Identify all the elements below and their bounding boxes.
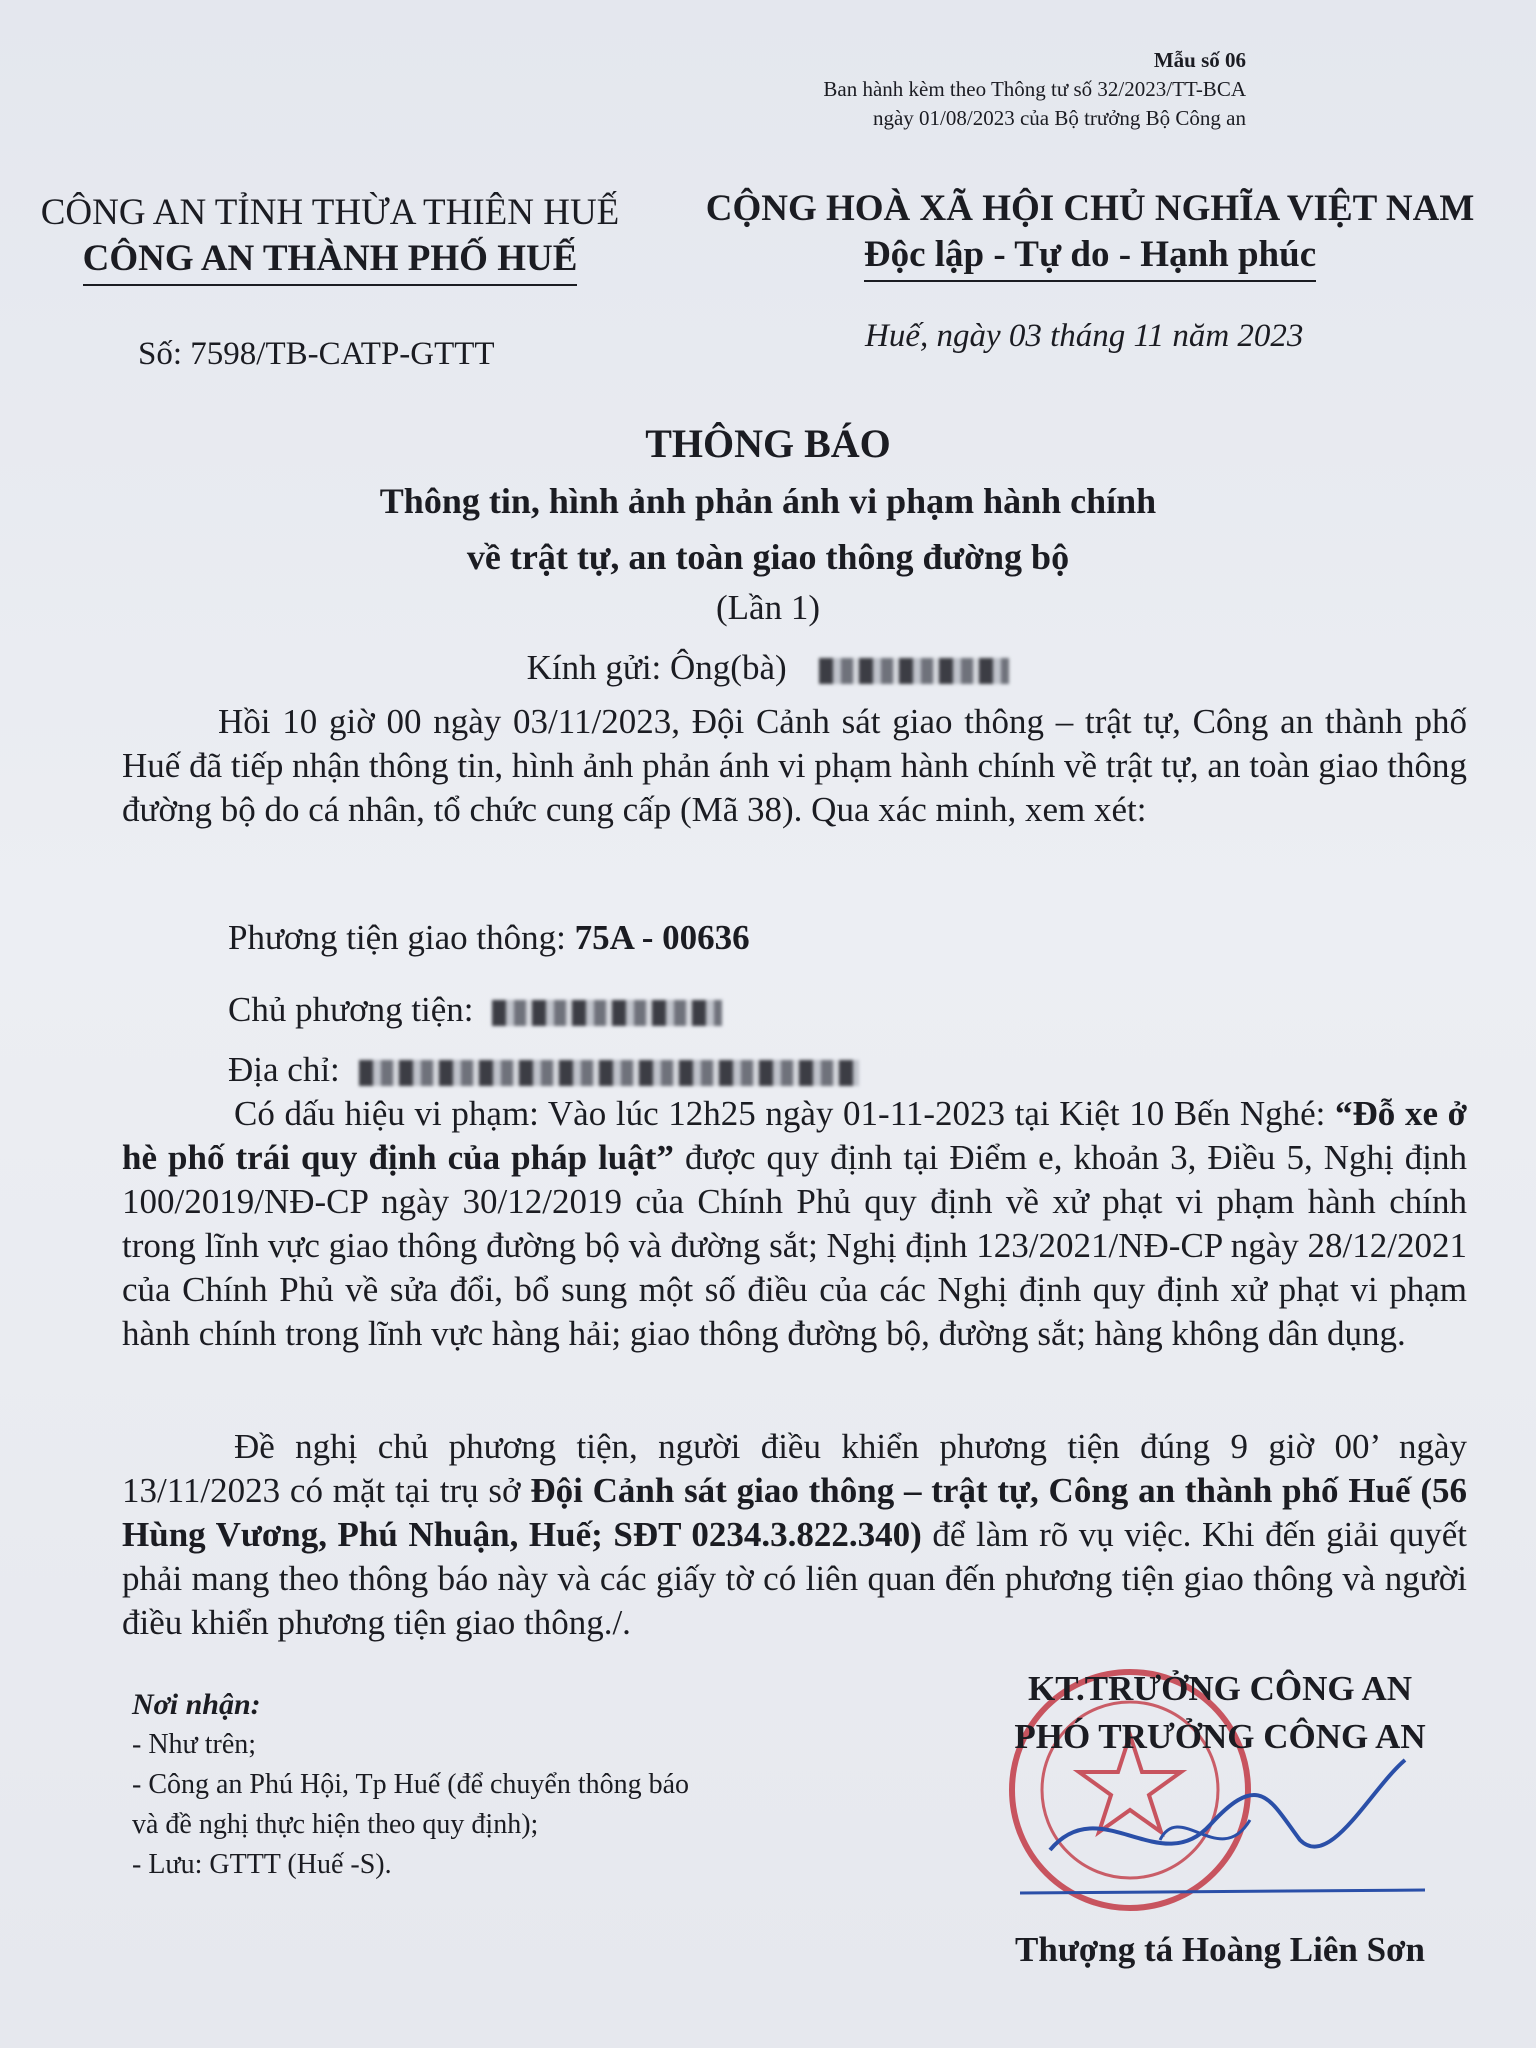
- attempt-number: (Lần 1): [716, 588, 820, 627]
- violation-description: “Đỗ xe ở hè phố trái quy định của pháp luật”: [122, 1094, 1467, 1177]
- issuing-organization: [20, 190, 640, 286]
- subtitle-line1: Thông tin, hình ảnh phản ánh vi phạm hành chính: [379, 481, 1157, 521]
- form-issued-with: Ban hành kèm theo Thông tư số 32/2023/TT-BCA: [823, 77, 1246, 101]
- handwritten-signature: [1010, 1730, 1430, 1910]
- address-label: Địa chỉ:: [228, 1050, 340, 1089]
- violation-legal-basis: được quy định tại Điểm e, khoản 3, Điều 5, Nghị định 100/2019/NĐ-CP ngày 30/12/2019 của Chính Phủ quy định về xử phạt vi phạm hành chính trong lĩnh vực giao thông đường bộ và đường sắt; Nghị định 123/2021/NĐ-CP ngày 28/12/2021 của Chính Phủ về sửa đổi, bổ sung một số điều của các Nghị định quy định xử phạt vi phạm hành chính trong lĩnh vực hàng hải; giao thông đường bộ, đường sắt; hàng không dân dụng.: [122, 1138, 1468, 1353]
- paragraph-request: Đề nghị chủ phương tiện, người điều khiển phương tiện đúng 9 giờ 00’ ngày 13/11/2023 có mặt tại trụ sở Đội Cảnh sát giao thông – trật tự, Công an thành phố Huế (56 Hùng Vương, Phú Nhuận, Huế; SĐT 0234.3.822.340) để làm rõ vụ việc. Khi đến giải quyết phải mang theo thông báo này và các giấy tờ có liên quan đến phương tiện giao thông và người điều khiển phương tiện giao thông./.: [122, 1427, 1467, 1642]
- form-reference: [823, 46, 1246, 133]
- vehicle-field: [228, 918, 750, 958]
- place-date: Huế, ngày 03 tháng 11 năm 2023: [865, 318, 1304, 354]
- redacted-owner: [492, 1000, 722, 1026]
- signature-line2: PHÓ TRƯỞNG CÔNG AN: [1014, 1717, 1426, 1756]
- nation-motto: Độc lập - Tự do - Hạnh phúc: [864, 232, 1316, 282]
- recipients-heading: Nơi nhận:: [132, 1688, 261, 1721]
- redacted-address: [359, 1060, 859, 1086]
- recipient-item: - Lưu: GTTT (Huế -S).: [132, 1849, 392, 1880]
- document-subtitle: [0, 473, 1536, 585]
- recipient-item: - Như trên;: [132, 1729, 257, 1760]
- form-issued-date: ngày 01/08/2023 của Bộ trưởng Bộ Công an: [872, 106, 1246, 130]
- paragraph-intro: Hồi 10 giờ 00 ngày 03/11/2023, Đội Cảnh sát giao thông – trật tự, Công an thành phố Huế đã tiếp nhận thông tin, hình ảnh phản ánh vi phạm hành chính về trật tự, an toàn giao thông đường bộ do cá nhân, tổ chức cung cấp (Mã 38). Qua xác minh, xem xét:: [122, 702, 1467, 829]
- document-number: Số: 7598/TB-CATP-GTTT: [138, 336, 495, 372]
- recipient-item: - Công an Phú Hội, Tp Huế (để chuyển thông báo: [132, 1769, 690, 1800]
- address-field: [228, 1050, 859, 1090]
- nation-line1: CỘNG HOÀ XÃ HỘI CHỦ NGHĨA VIỆT NAM: [705, 188, 1475, 229]
- vehicle-plate: 75A - 00636: [574, 918, 750, 957]
- owner-label: Chủ phương tiện:: [228, 990, 474, 1029]
- document-title: THÔNG BÁO: [645, 421, 891, 466]
- vehicle-label: Phương tiện giao thông:: [228, 918, 566, 957]
- owner-field: [228, 990, 722, 1030]
- form-number: Mẫu số 06: [1153, 48, 1246, 72]
- org-line2: CÔNG AN THÀNH PHỐ HUẾ: [83, 236, 578, 286]
- redacted-recipient-name: [819, 658, 1009, 684]
- office-address: Đội Cảnh sát giao thông – trật tự, Công an thành phố Huế (56 Hùng Vương, Phú Nhuận, Huế; SĐT 0234.3.822.340): [122, 1471, 1467, 1554]
- org-line1: CÔNG AN TỈNH THỪA THIÊN HUẾ: [40, 192, 620, 233]
- recipient-item-cont: và đề nghị thực hiện theo quy định);: [132, 1809, 539, 1840]
- signature-line1: KT.TRƯỞNG CÔNG AN: [1027, 1669, 1413, 1708]
- recipient-label: Kính gửi: Ông(bà): [526, 648, 787, 687]
- recipients-block: [132, 1685, 689, 1885]
- signer-name: Thượng tá Hoàng Liên Sơn: [1015, 1930, 1425, 1969]
- subtitle-line2: về trật tự, an toàn giao thông đường bộ: [466, 537, 1070, 577]
- paragraph-violation: [122, 1092, 1467, 1356]
- national-header: [700, 186, 1480, 282]
- recipient-line: [0, 648, 1536, 688]
- violation-intro: Có dấu hiệu vi phạm: Vào lúc 12h25 ngày 01-11-2023 tại Kiệt 10 Bến Nghé:: [234, 1094, 1326, 1133]
